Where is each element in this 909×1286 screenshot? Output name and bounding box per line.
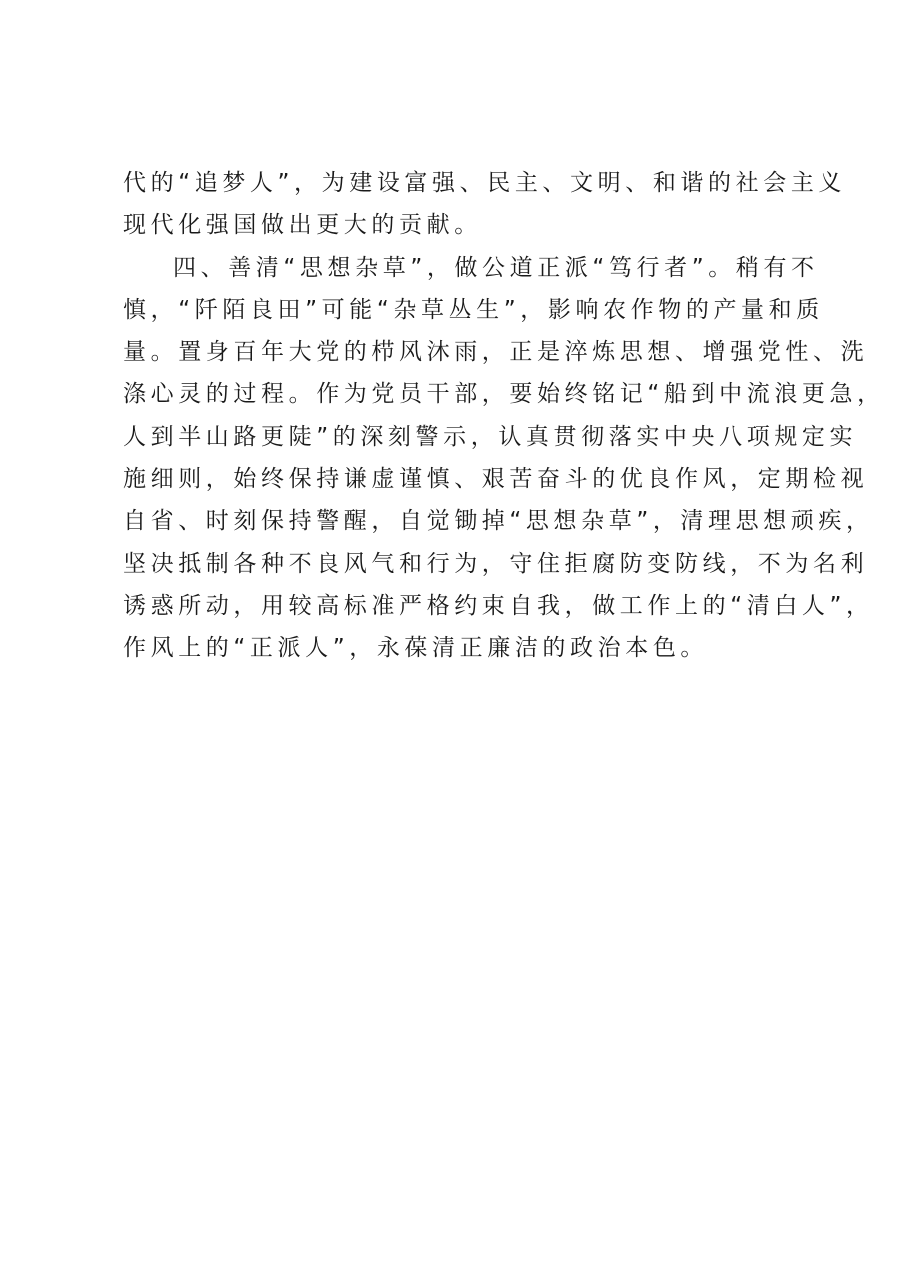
text-line: 作风上的“正派人”，永葆清正廉洁的政治本色。 (123, 635, 709, 662)
text-line: 现代化强国做出更大的贡献。 (123, 212, 482, 239)
paragraph-continuation (123, 162, 847, 247)
text-line: 人到半山路更陡”的深刻警示，认真贯彻落实中央八项规定实 (123, 423, 858, 450)
paragraph-section-four (123, 247, 885, 670)
text-line: 坚决抵制各种不良风气和行为，守住拒腐防变防线，不为名利 (123, 550, 869, 577)
text-line: 慎，“阡陌良田”可能“杂草丛生”，影响农作物的产量和质 (123, 296, 824, 323)
text-line: 代的“追梦人”，为建设富强、民主、文明、和谐的社会主义 (123, 170, 847, 196)
text-line: 量。置身百年大党的栉风沐雨，正是淬炼思想、增强党性、洗 (123, 339, 869, 366)
document-body (123, 162, 885, 670)
text-line: 诱惑所动，用较高标准严格约束自我，做工作上的“清白人”， (123, 592, 874, 619)
text-line: 涤心灵的过程。作为党员干部，要始终铭记“船到中流浪更急， (123, 381, 885, 408)
text-line: 施细则，始终保持谦虚谨慎、艰苦奋斗的优良作风，定期检视 (123, 466, 869, 493)
text-line-first: 四、善清“思想杂草”，做公道正派“笃行者”。稍有不 (173, 254, 819, 281)
text-line: 自省、时刻保持警醒，自觉锄掉“思想杂草”，清理思想顽疾， (123, 508, 874, 535)
